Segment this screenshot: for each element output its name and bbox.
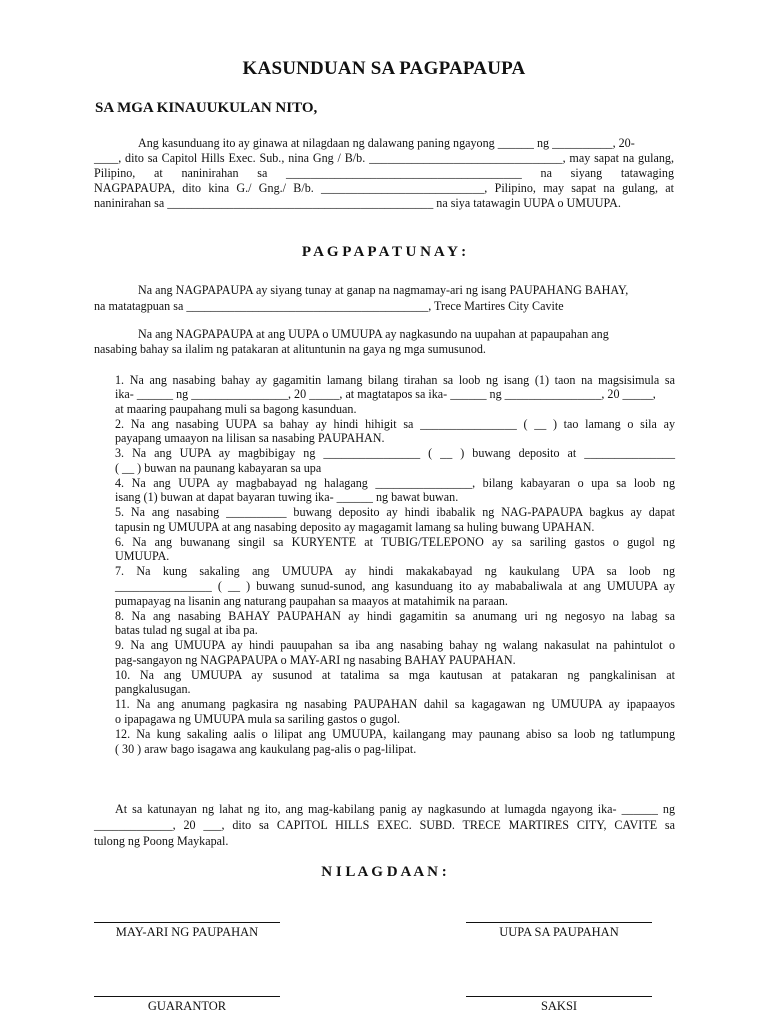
intro-line: NAGPAPAUPA, dito kina G./ Gng./ B/b. ___________________________, Pilipino, may sapat na gulang, at (94, 181, 674, 195)
heading-pagpapatunay: P A G P A P A T U N A Y : (301, 244, 467, 260)
signature-line-saksi (466, 996, 652, 997)
heading-nilagdaan: N I L A G D A A N : (321, 864, 447, 880)
intro-line: Ang kasunduang ito ay ginawa at nilagdaan ng dalawang paning ngayong ______ ng __________, 20- (138, 136, 635, 150)
term-line: ika- ______ ng ________________, 20 _____, at magtatapos sa ika- ______ ng ________________, 20 _____, (115, 387, 656, 401)
salutation: SA MGA KINAUUKULAN NITO, (95, 100, 318, 116)
signature-label-guarantor: GUARANTOR (147, 999, 227, 1013)
term-line: 9. Na ang UMUUPA ay hindi pauupahan sa iba ang nasabing bahay ng walang nakasulat na pahintulot o (115, 638, 675, 652)
term-line: o ipapagawa ng UMUUPA mula sa sariling gastos o gugol. (115, 712, 401, 726)
term-line: tapusin ng UMUUPA at ang nasabing deposito ay magagamit lamang sa huling buwang UPAHAN. (115, 520, 595, 534)
closing-line: At sa katunayan ng lahat ng ito, ang mag-kabilang panig ay nagkasundo at lumagda ngayong ika- ______ ng (115, 802, 675, 816)
term-line: ( 30 ) araw bago isagawa ang kaukulang pag-alis o pag-lilipat. (115, 742, 417, 756)
term-line: 12. Na kung sakaling aalis o lilipat ang UMUUPA, kailangang may paunang abiso sa loob ng tatlumpung (115, 727, 675, 741)
term-line: payapang umaayon na lilisan sa nasabing PAUPAHAN. (115, 431, 385, 445)
intro-line: Pilipino, at naninirahan sa _______________________________________ na siyang tatawaging (94, 166, 674, 180)
paragraph-line: nasabing bahay sa ilalim ng patakaran at alituntunin na gaya ng mga sumusunod. (94, 342, 486, 356)
signature-line-may-ari (94, 922, 280, 923)
signature-label-saksi: SAKSI (540, 999, 578, 1013)
term-line: pangkalusugan. (115, 682, 191, 696)
paragraph-line: Na ang NAGPAPAUPA at ang UUPA o UMUUPA ay nagkasundo na uupahan at papaupahan ang (138, 327, 609, 341)
paragraph-line: na matatagpuan sa ________________________________________, Trece Martires City Cavite (94, 299, 564, 313)
term-line: 11. Na ang anumang pagkasira ng nasabing PAUPAHAN dahil sa kagagawan ng UMUUPA ay ipapaayos (115, 697, 675, 711)
closing-line: _____________, 20 ___, dito sa CAPITOL HILLS EXEC. SUBD. TRECE MARTIRES CITY, CAVITE sa (94, 818, 675, 832)
term-line: pumapayag na lisanin ang naturang paupahan sa maayos at matahimik na paraan. (115, 594, 508, 608)
term-line: 8. Na ang nasabing BAHAY PAUPAHAN ay hindi gagamitin sa anumang uri ng negosyo na labag sa (115, 609, 675, 623)
term-line: at maaring paupahang muli sa bagong kasunduan. (115, 402, 357, 416)
term-line: 10. Na ang UMUUPA ay susunod at tatalima sa mga kautusan at patakaran ng pangkalinisan at (115, 668, 675, 682)
term-line: ________________ ( __ ) buwang sunud-sunod, ang kasunduang ito ay mababaliwala at ang UMUUPA ay (115, 579, 675, 593)
signature-line-uupa (466, 922, 652, 923)
closing-line: tulong ng Poong Maykapal. (94, 834, 229, 848)
intro-line: naninirahan sa ____________________________________________ na siya tatawagin UUPA o UMUUPA. (94, 196, 621, 210)
term-line: 6. Na ang buwanang singil sa KURYENTE at TUBIG/TELEPONO ay sa sariling gastos o gugol ng (115, 535, 675, 549)
term-line: 2. Na ang nasabing UUPA sa bahay ay hindi hihigit sa ________________ ( __ ) tao lamang o sila ay (115, 417, 675, 431)
term-line: batas tulad ng sugal at iba pa. (115, 623, 258, 637)
term-line: pag-sangayon ng NAGPAPAUPA o MAY-ARI ng nasabing BAHAY PAUPAHAN. (115, 653, 516, 667)
signature-label-may-ari: MAY-ARI NG PAUPAHAN (115, 925, 259, 939)
term-line: 7. Na kung sakaling ang UMUUPA ay hindi makakabayad ng kaukulang UPA sa loob ng (115, 564, 675, 578)
term-line: 3. Na ang UUPA ay magbibigay ng ________________ ( __ ) buwang deposito at _______________ (115, 446, 675, 460)
signature-line-guarantor (94, 996, 280, 997)
term-line: isang (1) buwan at dapat bayaran tuwing ika- ______ ng bawat buwan. (115, 490, 459, 504)
paragraph-line: Na ang NAGPAPAUPA ay siyang tunay at ganap na nagmamay-ari ng isang PAUPAHANG BAHAY, (138, 283, 629, 297)
term-line: 4. Na ang UUPA ay magbabayad ng halagang ________________, bilang kabayaran o upa sa loob ng (115, 476, 675, 490)
signature-label-uupa: UUPA SA PAUPAHAN (499, 925, 619, 939)
term-line: 1. Na ang nasabing bahay ay gagamitin lamang bilang tirahan sa loob ng isang (1) taon na magsisimula sa (115, 373, 675, 387)
intro-line: ____, dito sa Capitol Hills Exec. Sub., nina Gng / B/b. ________________________________, may sapat na gulang, (94, 151, 674, 165)
term-line: ( __ ) buwan na paunang kabayaran sa upa (115, 461, 322, 475)
term-line: 5. Na ang nasabing __________ buwang deposito ay hindi ibabalik ng NAG-PAPAUPA bagkus ay dapat (115, 505, 675, 519)
term-line: UMUUPA. (115, 549, 170, 563)
document-title: KASUNDUAN SA PAGPAPAUPA (242, 58, 526, 79)
